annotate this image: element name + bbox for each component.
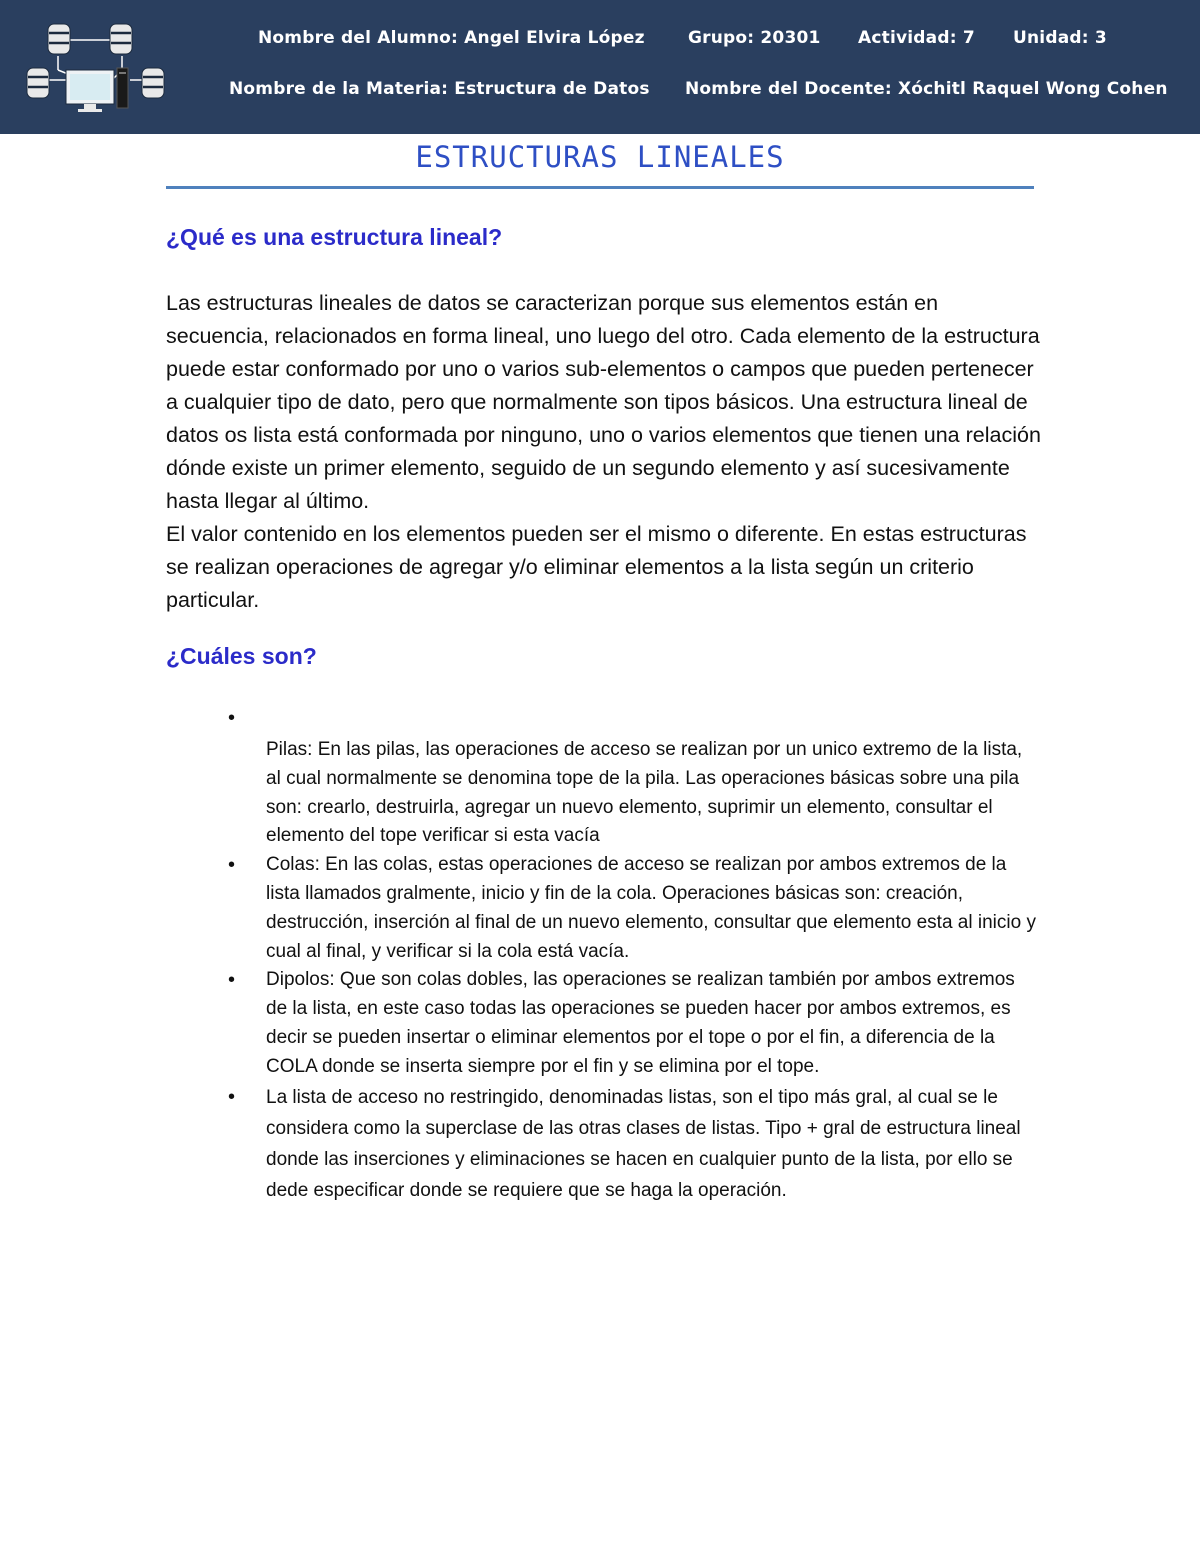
page-title: ESTRUCTURAS LINEALES [415,140,785,174]
student-name: Nombre del Alumno: Angel Elvira López [258,28,645,48]
document-header [0,0,1200,134]
intro-text [166,287,1046,617]
list-item-listas [228,1082,1040,1206]
structure-types-list [228,704,1040,1206]
bullet-icon: • [228,1085,236,1108]
section-heading-what-is: ¿Qué es una estructura lineal? [166,224,503,250]
database-network-icon [22,18,174,116]
bullet-icon: • [228,854,236,877]
list-item-pilas [228,736,1040,851]
intro-paragraph: El valor contenido en los elementos pueden ser el mismo o diferente. En estas estructuras se realizan operaciones de agregar y/o eliminar elementos a la lista según un criterio particular. [166,522,1027,612]
subject-name: Nombre de la Materia: Estructura de Datos [229,79,650,99]
list-item-dipolos [228,966,1040,1081]
list-item-empty [228,704,1040,736]
group-number: Grupo: 20301 [688,28,821,48]
list-item-text: Pilas: En las pilas, las operaciones de acceso se realizan por un unico extremo de la lista, al cual normalmente se denomina tope de la pila. Las operaciones básicas sobre una pila son: crearlo, destruirla, agregar un nuevo elemento, suprimir un elemento, consultar el elemento del tope verificar si esta vacía [266,739,1023,847]
bullet-icon: • [228,969,236,992]
title-divider [166,186,1034,189]
teacher-name: Nombre del Docente: Xóchitl Raquel Wong Cohen [685,79,1168,99]
list-item-text: Dipolos: Que son colas dobles, las operaciones se realizan también por ambos extremos de la lista, en este caso todas las operaciones se pueden hacer por ambos extremos, es decir se pueden insertar o eliminar elementos por el tope o por el fin, a diferencia de la COLA donde se inserta siempre por el fin y se elimina por el tope. [266,969,1015,1077]
list-item-text: La lista de acceso no restringido, denominadas listas, son el tipo más gral, al cual se le considera como la superclase de las otras clases de listas. Tipo + gral de estructura lineal donde las inserciones y eliminaciones se hacen en cualquier punto de la lista, por ello se dede especificar donde se requiere que se haga la operación. [266,1086,1021,1201]
unit-number: Unidad: 3 [1013,28,1107,48]
intro-paragraph: Las estructuras lineales de datos se caracterizan porque sus elementos están en secuencia, relacionados en forma lineal, uno luego del otro. Cada elemento de la estructura puede estar conformado por uno o varios sub-elementos o campos que pueden pertenecer a cualquier tipo de dato, pero que normalmente son tipos básicos. Una estructura lineal de datos os lista está conformada por ninguno, uno o varios elementos que tienen una relación dónde existe un primer elemento, seguido de un segundo elemento y así sucesivamente hasta llegar al último. [166,291,1041,513]
activity-number: Actividad: 7 [858,28,975,48]
list-item-colas [228,851,1040,966]
list-item-text: Colas: En las colas, estas operaciones de acceso se realizan por ambos extremos de la lista llamados gralmente, inicio y fin de la cola. Operaciones básicas son: creación, destrucción, inserción al final de un nuevo elemento, consultar que elemento esta al inicio y cual al final, y verificar si la cola está vacía. [266,854,1036,962]
bullet-icon: • [228,707,236,729]
section-heading-which-are: ¿Cuáles son? [166,643,317,669]
